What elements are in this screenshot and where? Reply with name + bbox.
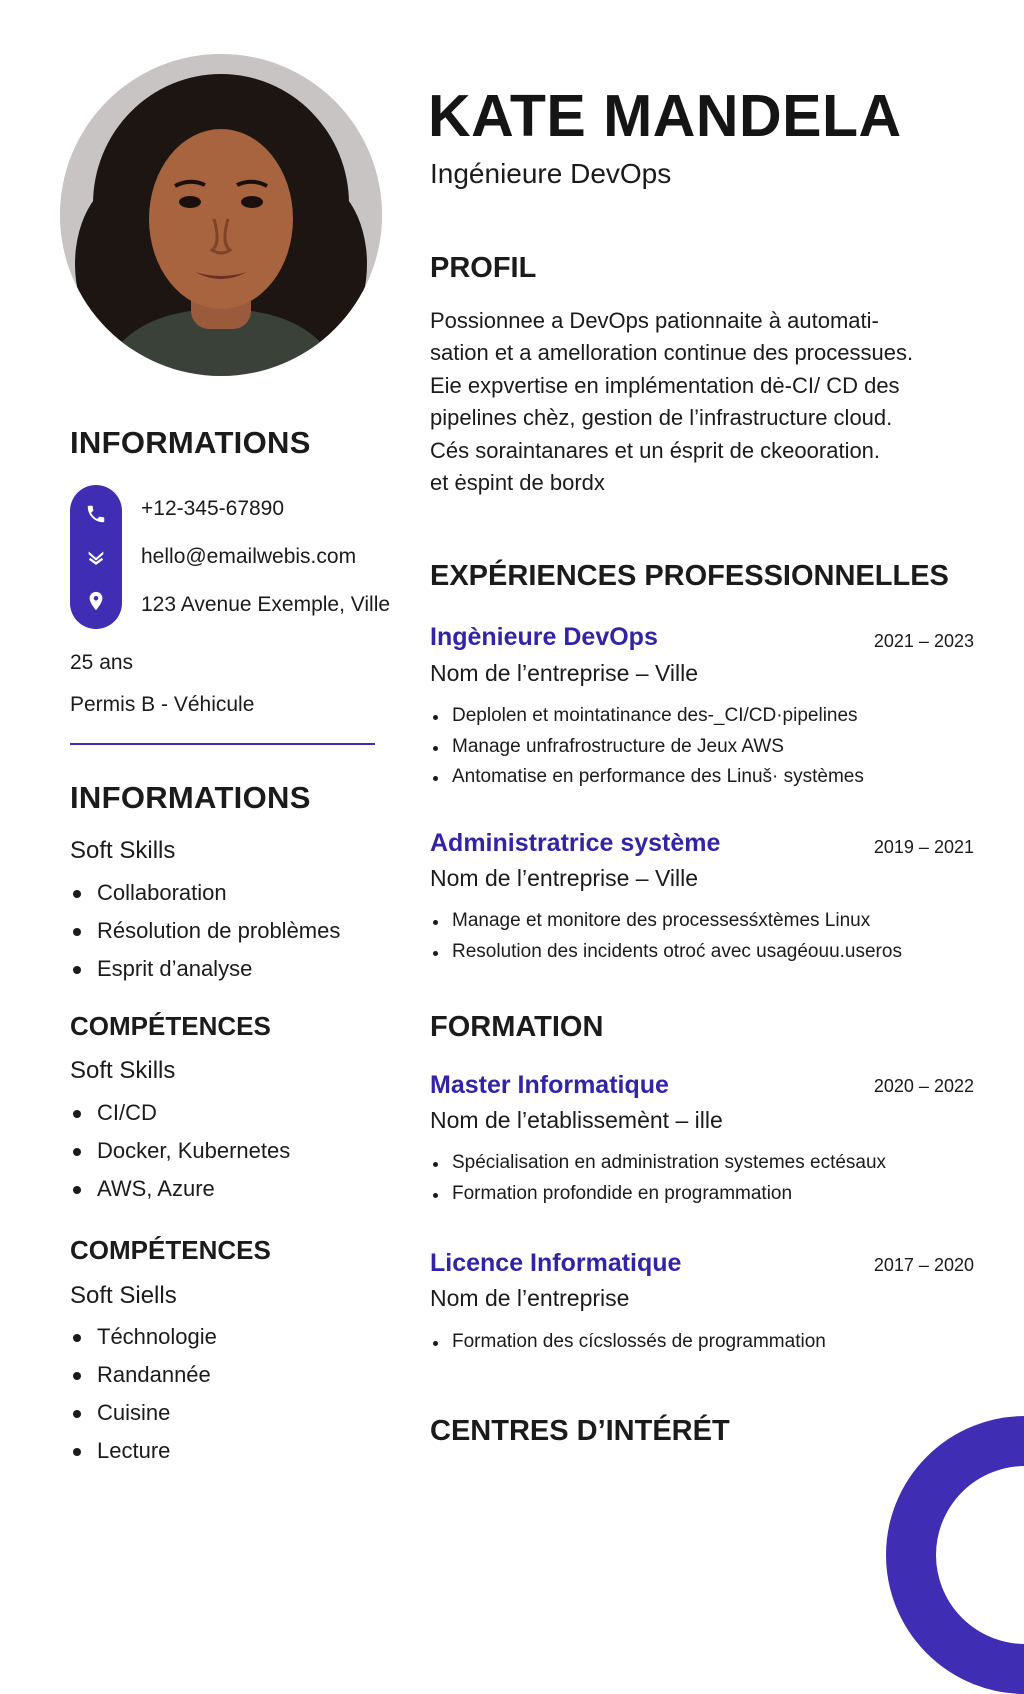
informations-heading: INFORMATIONS (70, 425, 311, 460)
list-item: Résolution de problèmes (70, 912, 340, 950)
list-item: Resolution des incidents otroć avec usagéouu.useros (430, 937, 902, 968)
location-pin-icon (83, 588, 109, 614)
list-item: Cuisine (70, 1394, 217, 1432)
list-item: Téchnologie (70, 1318, 217, 1356)
email-icon (83, 544, 109, 570)
degree-institution: Nom de l’entreprise (430, 1285, 630, 1311)
portrait-illustration (60, 54, 382, 376)
postal-address: 123 Avenue Exemple, Ville (141, 593, 391, 616)
interests-list (70, 1318, 217, 1470)
list-item: Randannée (70, 1356, 217, 1394)
job-dates: 2021 – 2023 (873, 631, 974, 651)
profil-line: Eie expvertise en implémentation dė-CI/ CD des (430, 372, 900, 398)
list-item: Antomatise en performance des Linuš· systèmes (430, 762, 864, 793)
contact-icon-strip (70, 485, 122, 629)
list-item: Lecture (70, 1432, 217, 1470)
profile-photo (60, 54, 382, 376)
profil-heading: PROFIL (430, 252, 537, 284)
list-item: CI/CD (70, 1094, 290, 1132)
competences-subheading: Soft Skills (70, 1057, 176, 1084)
competences-heading: COMPÉTENCES (70, 1011, 271, 1041)
job-bullets (430, 906, 902, 967)
list-item: Esprit d’analyse (70, 950, 340, 988)
list-item: Manage et monitore des processesśxtèmes Linux (430, 906, 902, 937)
profil-line: Possionnee a DevOps pationnaite à automati- (430, 308, 879, 333)
degree-title: Master Informatique (430, 1071, 669, 1099)
list-item: Collaboration (70, 874, 340, 912)
profil-paragraph (430, 305, 990, 499)
list-item: Deplolen et mointatinance des-_CI/CD·pipelines (430, 701, 864, 732)
degree-dates: 2017 – 2020 (873, 1255, 974, 1275)
list-item: Docker, Kubernetes (70, 1132, 290, 1170)
degree-institution: Nom de l’etablissemènt – ille (430, 1107, 723, 1133)
competences-list (70, 1094, 290, 1208)
phone-number[interactable]: +12-345-67890 (141, 497, 285, 520)
job-dates: 2019 – 2021 (873, 837, 974, 857)
candidate-role: Ingénieure DevOps (430, 158, 672, 189)
degree-dates: 2020 – 2022 (873, 1076, 974, 1096)
driving-license-text: Permis B - Véhicule (70, 693, 255, 716)
soft-skills-list (70, 874, 340, 988)
list-item: Manage unfrafrostructure de Jeux AWS (430, 732, 864, 763)
degree-bullets (430, 1148, 886, 1209)
soft-skills-subheading: Soft Skills (70, 837, 176, 864)
job-bullets (430, 701, 864, 793)
job-organization: Nom de l’entreprise – Ville (430, 660, 699, 686)
degree-title: Licence Informatique (430, 1249, 682, 1277)
profil-line: pipelines chèz, gestion de l’infrastructure cloud. (430, 405, 893, 431)
left-divider (70, 743, 375, 745)
job-title: Ingènieure DevOps (430, 623, 658, 651)
age-text: 25 ans (70, 651, 134, 674)
job-title: Administratrice système (430, 829, 721, 857)
list-item: Spécialisation en administration systemes ectésaux (430, 1148, 886, 1179)
interests-subheading: Soft Siells (70, 1282, 177, 1309)
informations-heading-2: INFORMATIONS (70, 780, 311, 815)
profil-line: et ėspint de bordx (430, 470, 605, 496)
degree-bullets (430, 1327, 826, 1358)
list-item: Formation profondide en programmation (430, 1179, 886, 1210)
competences-heading-2: COMPÉTENCES (70, 1235, 271, 1265)
candidate-name: KATE MANDELA (428, 83, 902, 149)
formation-heading: FORMATION (430, 1011, 604, 1043)
profil-line: Cés soraintanares et un ésprit de ckeooration. (430, 437, 881, 463)
job-organization: Nom de l’entreprise – Ville (430, 865, 699, 891)
decorative-arc (886, 1416, 1024, 1694)
profil-line: sation et a amelloration continue des processues. (430, 340, 914, 366)
phone-icon (83, 501, 109, 527)
list-item: Formation des cícslossés de programmation (430, 1327, 826, 1358)
experiences-heading: EXPÉRIENCES PROFESSIONNELLES (430, 560, 949, 592)
interests-heading: CENTRES D’INTÉRÉT (430, 1415, 730, 1447)
email-address[interactable]: hello@emailwebis.com (141, 545, 357, 568)
list-item: AWS, Azure (70, 1170, 290, 1208)
